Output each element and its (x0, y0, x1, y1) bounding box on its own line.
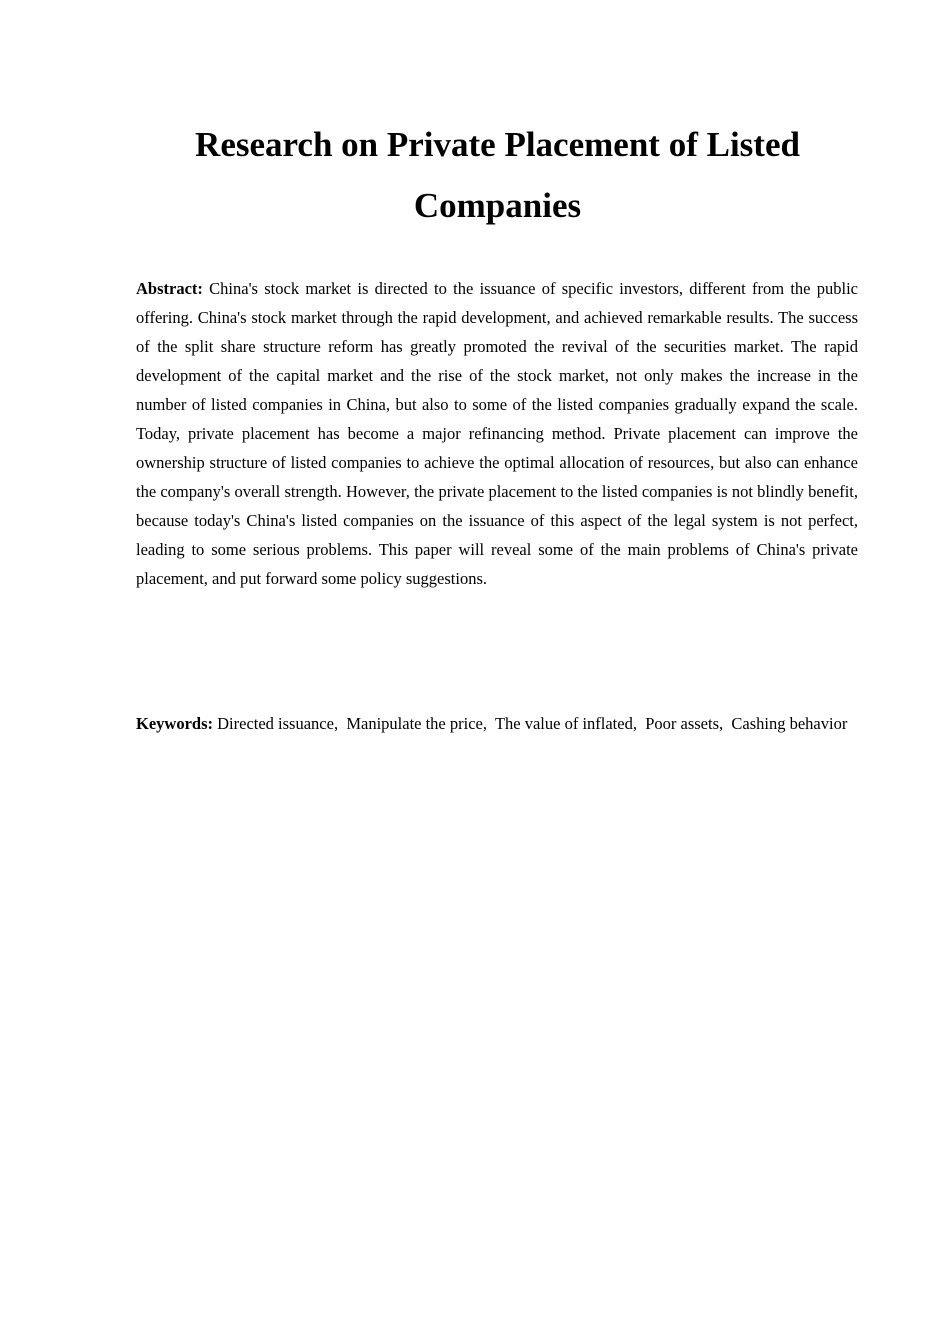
keyword-item: Directed issuance (217, 714, 334, 733)
abstract-paragraph (136, 274, 858, 593)
keyword-item: Poor assets (645, 714, 720, 733)
keyword-item: The value of inflated (494, 714, 633, 733)
keywords-paragraph: Keywords: Directed issuance, Manipulate the price, The value of inflated, Poor assets, Cashing behavior (136, 714, 848, 733)
keyword-item: Manipulate the price (346, 714, 483, 733)
keyword-item: Cashing behavior (731, 714, 848, 733)
paper-title: Research on Private Placement of Listed Companies (195, 125, 800, 225)
abstract-text: China's stock market is directed to the issuance of specific investors, different from the public offering. China's stock market through the rapid development, and achieved remarkable results. The success of the split share structure reform has greatly promoted the revival of the securities market. The rapid development of the capital market and the rise of the stock market, not only makes the increase in the number of listed companies in China, but also to some of the listed companies gradually expand the scale. Today, private placement has become a major refinancing method. Private placement can improve the ownership structure of listed companies to achieve the optimal allocation of resources, but also can enhance the company's overall strength. However, the private placement to the listed companies is not blindly benefit, because today's China's listed companies on the issuance of this aspect of the legal system is not perfect, leading to some serious problems. This paper will reveal some of the main problems of China's private placement, and put forward some policy suggestions. (136, 279, 859, 588)
abstract-label: Abstract: (136, 279, 203, 298)
keywords-label: Keywords: (136, 714, 213, 733)
